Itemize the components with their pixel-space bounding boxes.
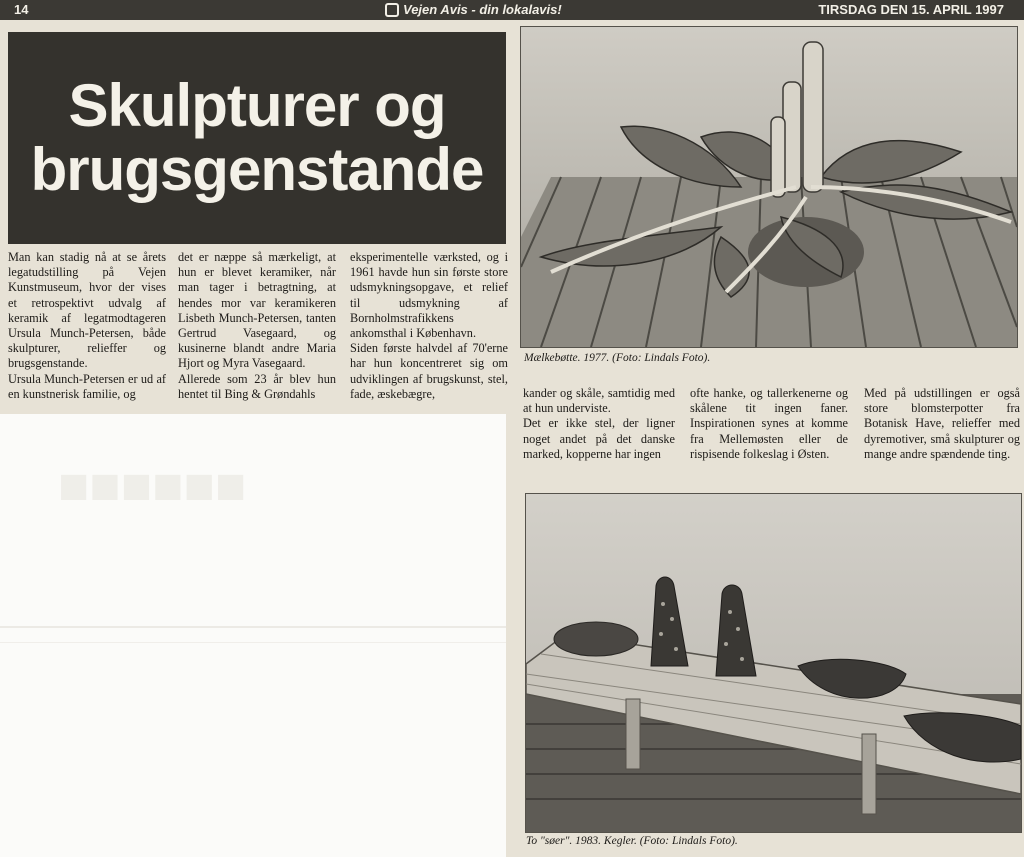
- paragraph: Siden første halvdel af 70'erne har hun koncentreret sig om udviklingen af brugskunst, stel, fade, æskebægre,: [350, 341, 508, 401]
- paragraph: eksperimentelle værksted, og i 1961 havde hun sin første store udsmykningsopgave, et relief til udsmykning af Bornholmstrafikkens ankomsthal i København.: [350, 250, 508, 341]
- paragraph: Med på udstillingen er også store blomsterpotter fra Botanisk Have, relieffer med dyremotiver, små skulpturer og mange andre spændende ting.: [864, 386, 1020, 461]
- paragraph: Det er ikke stel, der ligner noget andet på det danske marked, kopperne har ingen: [523, 416, 675, 461]
- issue-date: TIRSDAG DEN 15. APRIL 1997: [818, 2, 1004, 17]
- article-column-6: [864, 386, 1020, 462]
- page-number: 14: [14, 2, 29, 17]
- dandelion-sculpture-image: [521, 27, 1017, 347]
- article-column-3: [350, 250, 508, 402]
- paragraph: ofte hanke, og tallerkenerne og skålene tit ingen faner. Inspirationen synes at komme fra Mellemøsten eller de rispisende folkeslag i Østen.: [690, 386, 848, 461]
- top-photo-caption: Mælkebøtte. 1977. (Foto: Lindals Foto).: [524, 352, 711, 364]
- article-headline: [8, 32, 506, 244]
- paragraph: Man kan stadig nå at se årets legatudstilling på Vejen Kunstmuseum, hvor der vises et retrospektivt udvalg af keramik af legatmodtageren Ursula Munch-Petersen, både skulpturer, relieffer og brugsgenstande.: [8, 250, 166, 371]
- ceramics-photo: [525, 493, 1022, 833]
- headline-line-1: Skulpturer og: [68, 72, 446, 139]
- page-header-bar: [0, 0, 1024, 20]
- article-column-5: [690, 386, 848, 462]
- sculpture-photo: [520, 26, 1018, 348]
- ceramics-bench-image: [526, 494, 1021, 832]
- paragraph: det er næppe så mærkeligt, at hun er blevet keramiker, når man tager i betragtning, at hendes mor var keramikeren Lisbeth Munch-Petersen, tanten Gertrud Vasegaard, og kusinerne blandt andre Maria Hjort og Myra Vasegaard.: [178, 250, 336, 371]
- newspaper-name: Vejen Avis - din lokalavis!: [403, 2, 562, 17]
- newspaper-masthead: [385, 0, 562, 20]
- newspaper-logo-icon: [385, 3, 399, 17]
- paragraph: Allerede som 23 år blev hun hentet til Bing & Grøndahls: [178, 371, 336, 401]
- headline-line-2: brugsgenstande: [30, 136, 484, 203]
- article-column-2: [178, 250, 336, 402]
- blank-paper-sheet: [0, 414, 506, 857]
- paper-fold-line: [0, 626, 506, 628]
- article-column-1: [8, 250, 166, 402]
- show-through-print: ■■■■■■: [58, 457, 247, 515]
- article-column-4: [523, 386, 675, 462]
- paragraph: Ursula Munch-Petersen er ud af en kunstnerisk familie, og: [8, 371, 166, 401]
- paper-fold-line: [0, 642, 506, 643]
- paragraph: kander og skåle, samtidig med at hun underviste.: [523, 386, 675, 416]
- bottom-photo-caption: To "søer". 1983. Kegler. (Foto: Lindals Foto).: [526, 835, 738, 847]
